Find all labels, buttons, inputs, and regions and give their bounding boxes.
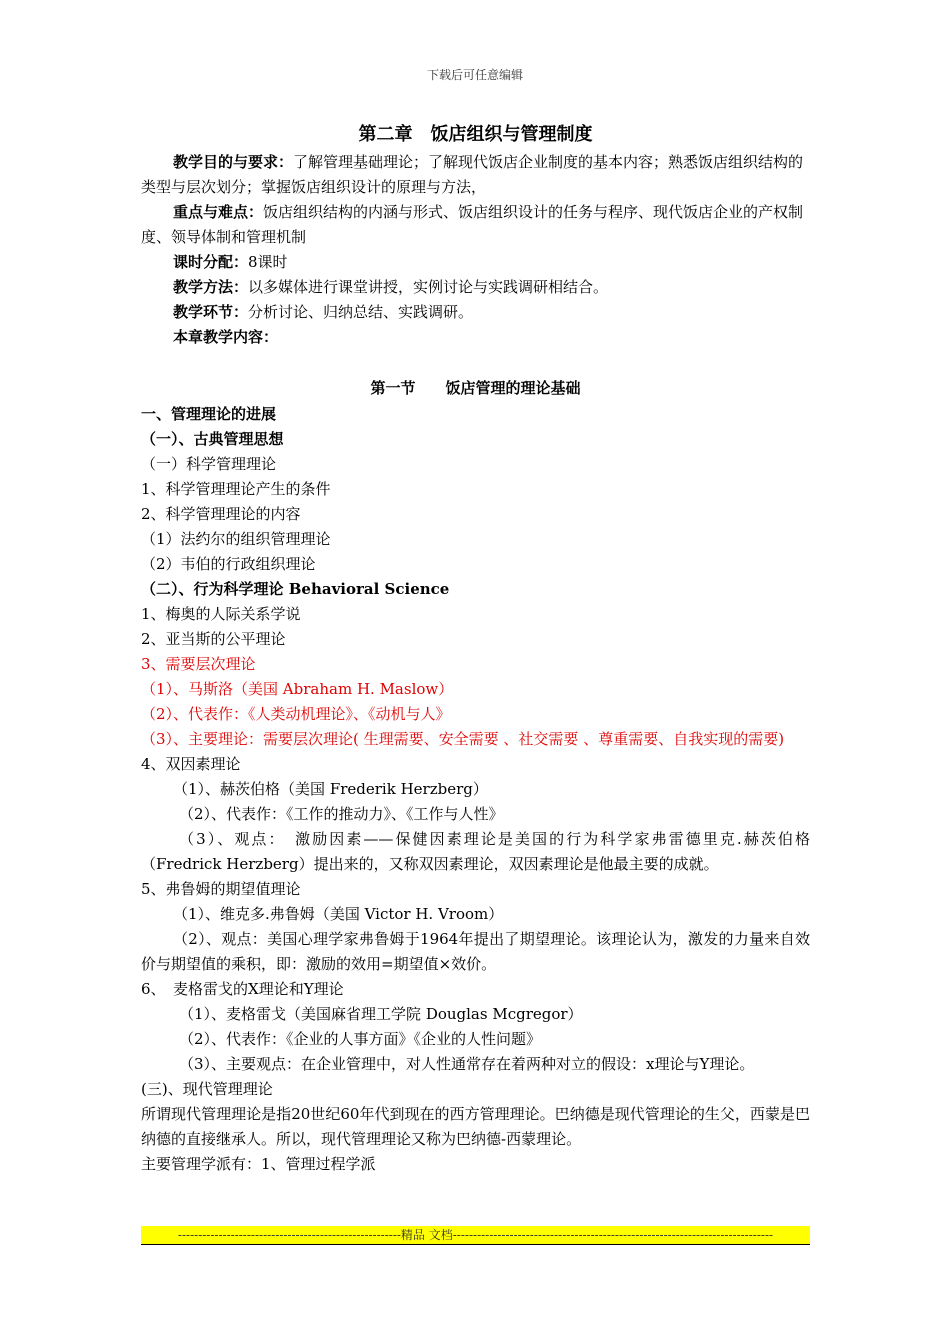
key-paragraph: [141, 200, 810, 250]
list-item: (三)、现代管理理论: [141, 1080, 273, 1098]
list-item: （1）、马斯洛（美国 Abraham H. Maslow）: [141, 680, 454, 698]
heading-2: （二）、行为科学理论 Behavioral Science: [141, 580, 450, 598]
objectives-paragraph: [141, 150, 810, 200]
paragraph: 所谓现代管理理论是指20世纪60年代到现在的西方管理理论。巴纳德是现代管理论的生父，西蒙是巴纳德的直接继承人。所以，现代管理理论又称为巴纳德-西蒙理论。: [141, 1105, 810, 1148]
list-item: （2）、观点：美国心理学家弗鲁姆于1964年提出了期望理论。该理论认为，激发的力量来自效价与期望值的乘积，即：激励的效用=期望值×效价。: [141, 930, 810, 973]
hours-paragraph: [141, 250, 810, 275]
section-title: 第一节 饭店管理的理论基础: [370, 379, 581, 397]
footer-banner: -------------------------------------------------------精品 文档-------------------------------------------------------------------------------: [141, 1226, 810, 1244]
list-item: （2）、代表作：《企业的人事方面》《企业的人性问题》: [179, 1030, 542, 1048]
paragraph: 主要管理学派有：1、管理过程学派: [141, 1155, 376, 1173]
footer-divider: [141, 1244, 810, 1245]
list-item: （3）、观点： 激励因素——保健因素理论是美国的行为科学家弗雷德里克.赫茨伯格（Fredrick Herzberg）提出来的，又称双因素理论，双因素理论是他最主要的成就。: [141, 830, 810, 873]
key-text: 饭店组织结构的内涵与形式、饭店组织设计的任务与程序、现代饭店企业的产权制度、领导体制和管理机制: [141, 203, 804, 246]
list-item: （2）、代表作：《工作的推动力》、《工作与人性》: [179, 805, 504, 823]
list-item: （1）、维克多.弗鲁姆（美国 Victor H. Vroom）: [173, 905, 504, 923]
list-item: （1）、赫茨伯格（美国 Frederik Herzberg）: [173, 780, 488, 798]
chapter-title: 第二章 饭店组织与管理制度: [358, 124, 593, 145]
heading-2: （一）、古典管理思想: [141, 430, 284, 448]
list-item: （2）、代表作：《人类动机理论》、《动机与人》: [141, 705, 451, 723]
page-header: 下载后可任意编辑: [426, 68, 523, 82]
method-paragraph: [141, 275, 810, 300]
list-item: （3）、主要理论：需要层次理论( 生理需要、安全需要 、社交需要 、尊重需要、自我实现的需要): [141, 730, 785, 748]
content-label: 本章教学内容：: [173, 328, 279, 346]
link-paragraph: [141, 300, 810, 325]
list-item: （1）、麦格雷戈（美国麻省理工学院 Douglas Mcgregor）: [179, 1005, 583, 1023]
list-item: 4、双因素理论: [141, 755, 241, 773]
method-text: 以多媒体进行课堂讲授，实例讨论与实践调研相结合。: [248, 278, 609, 296]
list-item: 1、科学管理理论产生的条件: [141, 480, 331, 498]
document-body: [141, 120, 810, 1177]
hours-label: 课时分配：: [173, 253, 249, 271]
list-item: （2）韦伯的行政组织理论: [141, 555, 316, 573]
list-item: 1、梅奥的人际关系学说: [141, 605, 301, 623]
link-label: 教学环节：: [173, 303, 249, 321]
objectives-label: 教学目的与要求：: [173, 153, 294, 171]
link-text: 分析讨论、归纳总结、实践调研。: [248, 303, 474, 321]
list-item: 2、科学管理理论的内容: [141, 505, 301, 523]
list-item: 6、 麦格雷戈的X理论和Y理论: [141, 980, 344, 998]
heading-1: 一、管理理论的进展: [141, 405, 277, 423]
list-item: 3、需要层次理论: [141, 655, 256, 673]
method-label: 教学方法：: [173, 278, 249, 296]
list-item: 5、弗鲁姆的期望值理论: [141, 880, 301, 898]
list-item: 2、亚当斯的公平理论: [141, 630, 286, 648]
list-item: （1）法约尔的组织管理理论: [141, 530, 331, 548]
objectives-text: 了解管理基础理论；了解现代饭店企业制度的基本内容；熟悉饭店组织结构的类型与层次划分；掌握饭店组织设计的原理与方法，: [141, 153, 804, 196]
key-label: 重点与难点：: [173, 203, 264, 221]
list-item: （一）科学管理理论: [141, 455, 277, 473]
list-item: （3）、主要观点：在企业管理中，对人性通常存在着两种对立的假设：x理论与Y理论。: [179, 1055, 755, 1073]
hours-text: 8课时: [248, 253, 288, 271]
